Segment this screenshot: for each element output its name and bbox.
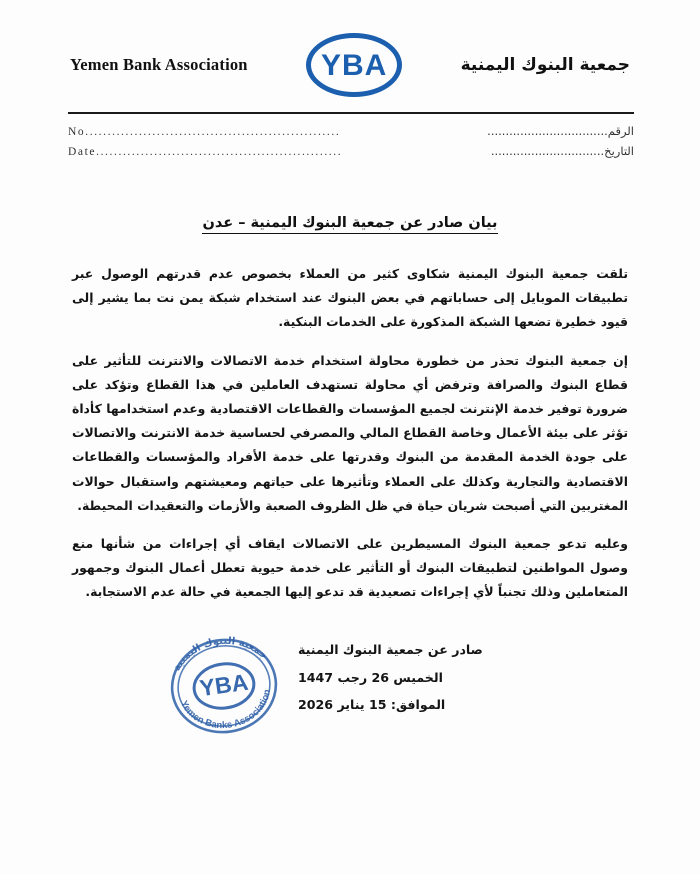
number-label-en: No.........................................................: [68, 126, 341, 138]
date-label-ar: التاريخ...............................: [490, 144, 634, 158]
yba-logo: [300, 29, 408, 101]
header-divider: [68, 112, 634, 114]
svg-text:YBA: YBA: [198, 668, 250, 702]
document-title-text: بيان صادر عن جمعية البنوك اليمنية – عدن: [202, 215, 497, 234]
signature-hijri-date: الخميس 26 رجب 1447: [298, 669, 443, 685]
reference-fields: [68, 120, 634, 166]
svg-text:جمعية البنوك اليمنية: جمعية البنوك اليمنية: [171, 635, 270, 674]
paragraph-1: تلقت جمعية البنوك اليمنية شكاوى كثير من العملاء بخصوص عدم قدرتهم الوصول عبر تطبيقات الموبايل إلى حساباتهم في بعض البنوك عند استخدام شبكة يمن نت بما يشير إلى قيود خطيرة تضعها الشبكة المذكورة على الخدمات البنكية.: [72, 266, 628, 330]
signature-issuer: صادر عن جمعية البنوك اليمنية: [298, 642, 483, 657]
document-body: [72, 262, 628, 618]
document-title: [0, 215, 700, 231]
organization-name-latin: Yemen Bank Association: [70, 55, 248, 74]
signature-block: [298, 636, 628, 719]
paragraph-3: وعليه تدعو جمعية البنوك المسيطرين على الاتصالات ايقاف أي إجراءات من شأنها منع وصول المواطنين لتطبيقات البنوك أو التأثير على خدمة حيوية تعطل أعمال البنوك وجمهور المتعاملين وذلك تجنباً لأي إجراءات تصعيدية قد تدعو إليها الجمعية في حالة عدم الاستجابة.: [72, 535, 628, 600]
date-row: [68, 144, 634, 162]
footer-space: [0, 800, 700, 874]
paragraph-2: إن جمعية البنوك تحذر من خطورة محاولة استخدام خدمة الاتصالات والانترنت للتأثير على قطاع البنوك والصرافة وترفض أي محاولة تستهدف العاملين في هذا القطاع وتؤكد على ضرورة توفير خدمة الإنترنت لجميع المؤسسات والقطاعات الاقتصادية وعدم استخدامها كأداة تؤثر على بيئة الأعمال وخاصة القطاع المالي والمصرفي لحساسية خدمة الانترنت والاتصالات على جودة الخدمة المقدمة من البنوك وقدرتها على خدمة الأفراد والمؤسسات والقطاعات الاقتصادية والتجارية وكذلك على العملاء وتأثيرها على حياتهم ومعيشتهم واستقبال حوالات المغتربين التي أصبحت شريان حياة في ظل الظروف الصعبة والأزمات والتعقيدات المحيطة.: [72, 352, 628, 513]
organization-name-arabic: جمعية البنوك اليمنية: [460, 55, 630, 75]
logo-text: YBA: [320, 49, 388, 82]
signature-gregorian-date: الموافق: 15 يناير 2026: [298, 697, 446, 713]
letterhead: [70, 28, 630, 102]
svg-text:Yemen Banks Association: Yemen Banks Association: [178, 688, 274, 732]
number-label-ar: الرقم.................................: [487, 124, 634, 138]
number-row: [68, 124, 634, 142]
date-label-en: Date.......................................................: [68, 146, 343, 158]
official-stamp: [151, 621, 297, 750]
